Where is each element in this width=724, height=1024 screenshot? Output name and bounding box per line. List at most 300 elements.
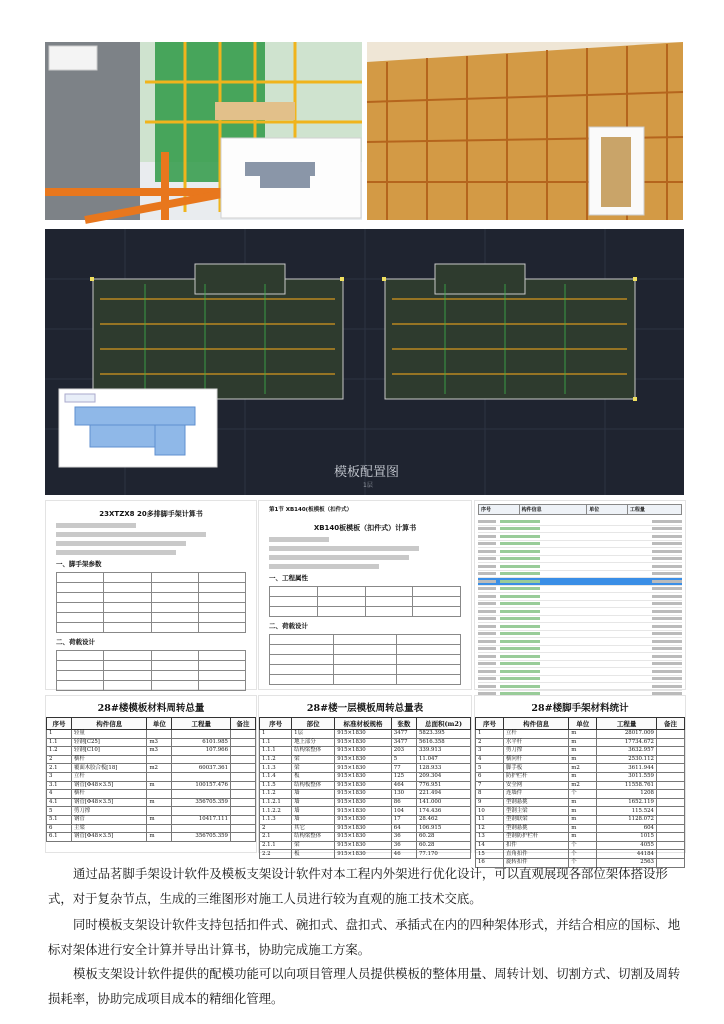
summary-title: 28#楼模板材料周转总量 bbox=[97, 703, 205, 714]
table-cell: 60037.361 bbox=[172, 764, 231, 773]
doc-section: 一、工程属性 bbox=[269, 574, 308, 582]
floor-formwork-summary bbox=[258, 695, 472, 857]
table-row bbox=[476, 730, 685, 739]
param-table bbox=[56, 572, 246, 633]
quantity-list-document bbox=[474, 500, 686, 690]
table-cell: m3 bbox=[147, 747, 172, 756]
column-header: 备注 bbox=[231, 718, 256, 730]
table-cell: 个 bbox=[569, 841, 597, 850]
table-cell: 4055 bbox=[597, 841, 657, 850]
table-cell bbox=[231, 730, 256, 739]
cad-title: 模板配置图 bbox=[334, 465, 400, 480]
cad-subtitle: 1层 bbox=[363, 482, 373, 489]
table-cell: 915×1830 bbox=[335, 738, 392, 747]
table-cell: 结构板整体 bbox=[292, 781, 335, 790]
list-item bbox=[478, 526, 682, 534]
table-cell: 4.1 bbox=[47, 798, 72, 807]
table-cell: 型钢悬挑 bbox=[503, 824, 568, 833]
list-item bbox=[478, 638, 682, 646]
table-cell: 17 bbox=[391, 815, 416, 824]
table-cell: 915×1830 bbox=[335, 790, 392, 799]
table-cell bbox=[172, 807, 231, 816]
table-cell: 5 bbox=[47, 807, 72, 816]
table-cell: 个 bbox=[569, 790, 597, 799]
table-cell: 203 bbox=[391, 747, 416, 756]
table-cell: 2530.112 bbox=[597, 755, 657, 764]
table-cell: 9 bbox=[476, 798, 504, 807]
paragraph-formwork-allocation: 模板支架设计软件提供的配模功能可以向项目管理人员提供模板的整体用量、周转计划、切割方式、切割及周转损耗率，协助完成项目成本的精细化管理。 bbox=[48, 966, 681, 1006]
table-cell bbox=[656, 833, 684, 842]
table-cell: 604 bbox=[597, 824, 657, 833]
table-cell: 2.1 bbox=[47, 764, 72, 773]
table-cell: 11 bbox=[476, 815, 504, 824]
summary-table bbox=[46, 717, 256, 842]
table-cell: m2 bbox=[569, 781, 597, 790]
table-cell: 11.047 bbox=[417, 755, 471, 764]
table-cell: 356705.359 bbox=[172, 798, 231, 807]
table-cell bbox=[656, 738, 684, 747]
table-cell: 130 bbox=[391, 790, 416, 799]
table-row bbox=[260, 833, 471, 842]
scaffold-render-image bbox=[45, 42, 362, 220]
table-cell: m bbox=[569, 798, 597, 807]
table-cell: 主梁 bbox=[71, 824, 147, 833]
table-cell: 141.000 bbox=[417, 798, 471, 807]
column-header: 工程量 bbox=[627, 505, 681, 515]
table-cell: m bbox=[569, 772, 597, 781]
table-cell: 28.462 bbox=[417, 815, 471, 824]
table-cell: 100157.476 bbox=[172, 781, 231, 790]
table-row bbox=[47, 772, 256, 781]
table-cell bbox=[656, 764, 684, 773]
table-cell: 墙 bbox=[292, 815, 335, 824]
text-line bbox=[269, 555, 409, 560]
table-cell: 2 bbox=[476, 738, 504, 747]
table-cell: 2 bbox=[260, 824, 292, 833]
table-row bbox=[476, 747, 685, 756]
table-cell: 其它 bbox=[292, 824, 335, 833]
table-row bbox=[476, 738, 685, 747]
text-line bbox=[269, 546, 419, 551]
table-cell: 直角扣件 bbox=[503, 850, 568, 859]
table-cell: 125 bbox=[391, 772, 416, 781]
scaffold-calc-document bbox=[45, 500, 257, 690]
table-cell bbox=[656, 850, 684, 859]
table-cell: 6.1 bbox=[47, 833, 72, 842]
table-cell: 915×1830 bbox=[335, 841, 392, 850]
table-cell: 3632.957 bbox=[597, 747, 657, 756]
table-row bbox=[260, 738, 471, 747]
table-cell: 36 bbox=[391, 833, 416, 842]
table-cell: m bbox=[569, 738, 597, 747]
table-cell: 915×1830 bbox=[335, 833, 392, 842]
text-line bbox=[269, 537, 329, 542]
table-cell: 1.1.4 bbox=[260, 772, 292, 781]
text-line bbox=[269, 564, 379, 569]
table-cell bbox=[231, 747, 256, 756]
table-cell: 77.170 bbox=[417, 850, 471, 859]
table-cell: 64 bbox=[391, 824, 416, 833]
table-cell: 1128.072 bbox=[597, 815, 657, 824]
doc-section: 二、荷载设计 bbox=[56, 638, 95, 646]
table-row bbox=[47, 833, 256, 842]
load-table bbox=[269, 634, 461, 685]
table-cell: 221.494 bbox=[417, 790, 471, 799]
summary-title: 28#楼一层模板周转总量表 bbox=[306, 703, 424, 714]
table-row bbox=[260, 790, 471, 799]
cad-formwork-plan bbox=[45, 229, 684, 495]
table-row bbox=[476, 755, 685, 764]
list-item bbox=[478, 631, 682, 639]
list-item bbox=[478, 601, 682, 609]
list-item bbox=[478, 541, 682, 549]
list-item bbox=[478, 661, 682, 669]
table-cell: m bbox=[569, 824, 597, 833]
table-row bbox=[476, 815, 685, 824]
table-cell: 梁 bbox=[292, 755, 335, 764]
table-cell: 5 bbox=[476, 764, 504, 773]
table-cell: 3611.944 bbox=[597, 764, 657, 773]
table-cell: 915×1830 bbox=[335, 764, 392, 773]
formwork-material-summary bbox=[45, 695, 257, 853]
table-cell: 5 bbox=[391, 755, 416, 764]
list-item bbox=[478, 616, 682, 624]
table-row bbox=[47, 730, 256, 739]
table-cell: 型钢悬挑 bbox=[503, 798, 568, 807]
table-cell: 1.1.2 bbox=[260, 755, 292, 764]
column-header: 部位 bbox=[292, 718, 335, 730]
table-cell: 1.1.2.1 bbox=[260, 798, 292, 807]
table-cell bbox=[231, 738, 256, 747]
table-cell: 356705.359 bbox=[172, 833, 231, 842]
list-item bbox=[478, 563, 682, 571]
table-cell: m bbox=[147, 781, 172, 790]
table-cell bbox=[231, 764, 256, 773]
table-cell: 14 bbox=[476, 841, 504, 850]
quantity-table bbox=[478, 504, 682, 515]
table-cell: m bbox=[569, 730, 597, 739]
table-row bbox=[47, 824, 256, 833]
table-cell bbox=[147, 824, 172, 833]
table-row bbox=[476, 824, 685, 833]
table-row bbox=[260, 772, 471, 781]
table-cell bbox=[147, 730, 172, 739]
table-cell: 6101.985 bbox=[172, 738, 231, 747]
table-cell: 915×1830 bbox=[335, 807, 392, 816]
list-item bbox=[478, 683, 682, 691]
table-cell: m bbox=[147, 815, 172, 824]
column-header: 序号 bbox=[47, 718, 72, 730]
table-cell: 钢管 bbox=[71, 815, 147, 824]
table-cell bbox=[656, 807, 684, 816]
table-cell: 安全网 bbox=[503, 781, 568, 790]
table-cell: 16 bbox=[476, 858, 504, 867]
list-item bbox=[478, 578, 682, 586]
table-row bbox=[476, 790, 685, 799]
table-cell: 1 bbox=[260, 730, 292, 739]
table-cell: 钢管[Φ48×3.5] bbox=[71, 798, 147, 807]
list-item bbox=[478, 676, 682, 684]
table-cell: 1.1.3 bbox=[260, 815, 292, 824]
table-row bbox=[260, 747, 471, 756]
table-cell: 28017.009 bbox=[597, 730, 657, 739]
table-cell: 板 bbox=[292, 772, 335, 781]
table-cell: 横向杆 bbox=[503, 755, 568, 764]
table-cell: 8 bbox=[476, 790, 504, 799]
table-cell: 钢管[Φ48×3.5] bbox=[71, 833, 147, 842]
table-cell: 1.2 bbox=[47, 747, 72, 756]
table-cell: 107.966 bbox=[172, 747, 231, 756]
table-cell bbox=[147, 755, 172, 764]
table-row bbox=[260, 730, 471, 739]
table-row bbox=[260, 781, 471, 790]
doc-section: 一、脚手架参数 bbox=[56, 560, 102, 568]
table-row bbox=[260, 815, 471, 824]
table-cell: 1层 bbox=[292, 730, 335, 739]
table-row bbox=[47, 755, 256, 764]
table-cell: 连墙件 bbox=[503, 790, 568, 799]
column-header: 总面积(m2) bbox=[417, 718, 471, 730]
table-cell: m bbox=[147, 798, 172, 807]
table-cell: 3 bbox=[47, 772, 72, 781]
column-header: 单位 bbox=[147, 718, 172, 730]
table-cell bbox=[231, 815, 256, 824]
text-line bbox=[56, 532, 206, 537]
table-cell: 915×1830 bbox=[335, 798, 392, 807]
table-row bbox=[47, 764, 256, 773]
column-header: 序号 bbox=[479, 505, 520, 515]
table-cell: 3 bbox=[476, 747, 504, 756]
table-cell bbox=[231, 824, 256, 833]
table-cell: 36 bbox=[391, 841, 416, 850]
text-line bbox=[56, 523, 136, 528]
table-cell bbox=[172, 730, 231, 739]
list-item bbox=[478, 646, 682, 654]
table-cell: 墙 bbox=[292, 790, 335, 799]
table-cell: 1.1.2 bbox=[260, 790, 292, 799]
table-cell: 轻钢[C25] bbox=[71, 738, 147, 747]
table-row bbox=[47, 738, 256, 747]
table-cell: 轻量 bbox=[71, 730, 147, 739]
table-cell: 立杆 bbox=[503, 730, 568, 739]
table-cell: 旋转扣件 bbox=[503, 858, 568, 867]
table-cell: 915×1830 bbox=[335, 815, 392, 824]
table-row bbox=[47, 790, 256, 799]
table-row bbox=[260, 841, 471, 850]
paragraph-frame-types: 同时模板支架设计软件支持包括扣件式、碗扣式、盘扣式、承插式在内的四种架体形式，并结合相应的国标、地标对架体进行安全计算并导出计算书，协助完成施工方案。 bbox=[48, 917, 681, 957]
table-cell: 1.1 bbox=[47, 738, 72, 747]
table-cell: m bbox=[569, 755, 597, 764]
column-header: 构件信息 bbox=[519, 505, 587, 515]
table-cell bbox=[172, 772, 231, 781]
table-cell: 钢管[Φ48×3.5] bbox=[71, 781, 147, 790]
column-header: 张数 bbox=[391, 718, 416, 730]
column-header: 构件信息 bbox=[71, 718, 147, 730]
list-item bbox=[478, 623, 682, 631]
table-row bbox=[47, 781, 256, 790]
table-cell: 水平杆 bbox=[503, 738, 568, 747]
table-row bbox=[260, 807, 471, 816]
table-cell: 6 bbox=[47, 824, 72, 833]
table-cell bbox=[147, 807, 172, 816]
column-header: 工程量 bbox=[597, 718, 657, 730]
table-cell: 横杆 bbox=[71, 790, 147, 799]
list-item bbox=[478, 668, 682, 676]
table-row bbox=[476, 833, 685, 842]
table-cell: 10 bbox=[476, 807, 504, 816]
table-cell: 339.913 bbox=[417, 747, 471, 756]
table-cell: 1 bbox=[476, 730, 504, 739]
table-cell: 174.436 bbox=[417, 807, 471, 816]
table-cell bbox=[656, 790, 684, 799]
table-cell: 464 bbox=[391, 781, 416, 790]
table-cell: 2.1 bbox=[260, 833, 292, 842]
doc-title: XB140板模板（扣件式）计算书 bbox=[313, 524, 417, 532]
table-cell: 2.2 bbox=[260, 850, 292, 859]
column-header: 单位 bbox=[587, 505, 628, 515]
table-cell bbox=[656, 730, 684, 739]
table-cell: m2 bbox=[569, 764, 597, 773]
column-header: 备注 bbox=[656, 718, 684, 730]
table-cell: 1.1.2.2 bbox=[260, 807, 292, 816]
formwork-3d-render bbox=[367, 42, 683, 220]
table-cell: 776.951 bbox=[417, 781, 471, 790]
table-cell: 1.1.3 bbox=[260, 764, 292, 773]
paragraph-design-optimization: 通过品茗脚手架设计软件及模板支架设计软件对本工程内外架进行优化设计，可以直观展现各部位架体搭设形式，对于复杂节点，生成的三维图形对施工人员进行较为直观的施工技术交底。 bbox=[48, 866, 668, 906]
formwork-render-image bbox=[367, 42, 683, 220]
table-cell: 1.1 bbox=[260, 738, 292, 747]
table-row bbox=[476, 798, 685, 807]
table-cell bbox=[656, 815, 684, 824]
table-cell: 6 bbox=[476, 772, 504, 781]
list-item bbox=[478, 608, 682, 616]
table-cell: 13 bbox=[476, 833, 504, 842]
table-cell: 3477 bbox=[391, 738, 416, 747]
column-header: 标准材板规格 bbox=[335, 718, 392, 730]
table-cell: 防护栏杆 bbox=[503, 772, 568, 781]
table-cell: 60.28 bbox=[417, 841, 471, 850]
table-cell: 1208 bbox=[597, 790, 657, 799]
list-item bbox=[478, 593, 682, 601]
table-cell: m3 bbox=[147, 738, 172, 747]
table-cell bbox=[172, 824, 231, 833]
table-row bbox=[260, 850, 471, 859]
table-row bbox=[260, 764, 471, 773]
table-cell: 3477 bbox=[391, 730, 416, 739]
table-cell: m bbox=[569, 833, 597, 842]
list-item bbox=[478, 571, 682, 579]
scaffold-3d-render bbox=[45, 42, 362, 220]
table-cell bbox=[656, 747, 684, 756]
table-cell: 5823.395 bbox=[417, 730, 471, 739]
table-cell: 型钢联梁 bbox=[503, 815, 568, 824]
table-cell: 12 bbox=[476, 824, 504, 833]
table-cell: m bbox=[569, 807, 597, 816]
table-cell: 轻钢[C10] bbox=[71, 747, 147, 756]
table-cell bbox=[231, 781, 256, 790]
table-cell bbox=[656, 755, 684, 764]
list-item bbox=[478, 533, 682, 541]
table-row bbox=[476, 772, 685, 781]
table-cell: 墙 bbox=[292, 807, 335, 816]
table-cell: 覆面木胶合板[18] bbox=[71, 764, 147, 773]
table-cell: 梁 bbox=[292, 841, 335, 850]
table-cell: 个 bbox=[569, 850, 597, 859]
table-row bbox=[476, 807, 685, 816]
summary-table bbox=[475, 717, 685, 868]
column-header: 构件信息 bbox=[503, 718, 568, 730]
table-cell: 2.1.1 bbox=[260, 841, 292, 850]
doc-header: 第1节 XB140(板模板（扣件式） bbox=[269, 507, 353, 513]
table-cell: 5.1 bbox=[47, 815, 72, 824]
table-cell bbox=[231, 755, 256, 764]
text-line bbox=[56, 550, 176, 555]
property-table bbox=[269, 586, 461, 617]
list-item bbox=[478, 518, 682, 526]
table-row bbox=[476, 764, 685, 773]
table-cell bbox=[656, 798, 684, 807]
table-row bbox=[260, 798, 471, 807]
table-cell: 型钢防护栏杆 bbox=[503, 833, 568, 842]
table-row bbox=[260, 824, 471, 833]
table-cell: 地上部分 bbox=[292, 738, 335, 747]
table-cell bbox=[656, 824, 684, 833]
table-cell: 1652.119 bbox=[597, 798, 657, 807]
table-cell bbox=[231, 798, 256, 807]
list-item bbox=[478, 556, 682, 564]
table-cell: 7 bbox=[476, 781, 504, 790]
table-cell: 立杆 bbox=[71, 772, 147, 781]
table-cell: 11558.761 bbox=[597, 781, 657, 790]
table-cell: 10417.111 bbox=[172, 815, 231, 824]
table-cell: m2 bbox=[147, 764, 172, 773]
doc-title: 23XTZX8 20多排脚手架计算书 bbox=[99, 510, 203, 518]
table-cell: 2 bbox=[47, 755, 72, 764]
text-line bbox=[56, 541, 186, 546]
column-header: 单位 bbox=[569, 718, 597, 730]
doc-section: 二、荷载设计 bbox=[269, 622, 308, 630]
table-cell: 墙 bbox=[292, 798, 335, 807]
table-cell: 915×1830 bbox=[335, 730, 392, 739]
table-cell bbox=[231, 807, 256, 816]
table-row bbox=[47, 807, 256, 816]
table-cell: 44184 bbox=[597, 850, 657, 859]
table-cell: 17734.672 bbox=[597, 738, 657, 747]
table-row bbox=[476, 841, 685, 850]
table-cell bbox=[147, 790, 172, 799]
table-cell: 剪刀撑 bbox=[71, 807, 147, 816]
table-cell: m bbox=[569, 747, 597, 756]
table-cell: 915×1830 bbox=[335, 772, 392, 781]
table-cell: 915×1830 bbox=[335, 781, 392, 790]
table-cell: 104 bbox=[391, 807, 416, 816]
table-cell: 4 bbox=[476, 755, 504, 764]
table-cell: 915×1830 bbox=[335, 755, 392, 764]
table-cell: 1 bbox=[47, 730, 72, 739]
table-cell: 915×1830 bbox=[335, 824, 392, 833]
cad-drawing bbox=[45, 229, 684, 495]
formwork-calc-document bbox=[258, 500, 472, 690]
table-cell: 1.1.1 bbox=[260, 747, 292, 756]
table-cell bbox=[172, 790, 231, 799]
table-cell bbox=[147, 772, 172, 781]
table-cell: 209.304 bbox=[417, 772, 471, 781]
table-cell: 115.524 bbox=[597, 807, 657, 816]
list-item bbox=[478, 586, 682, 594]
table-cell bbox=[656, 772, 684, 781]
load-table bbox=[56, 650, 246, 691]
column-header: 序号 bbox=[476, 718, 504, 730]
